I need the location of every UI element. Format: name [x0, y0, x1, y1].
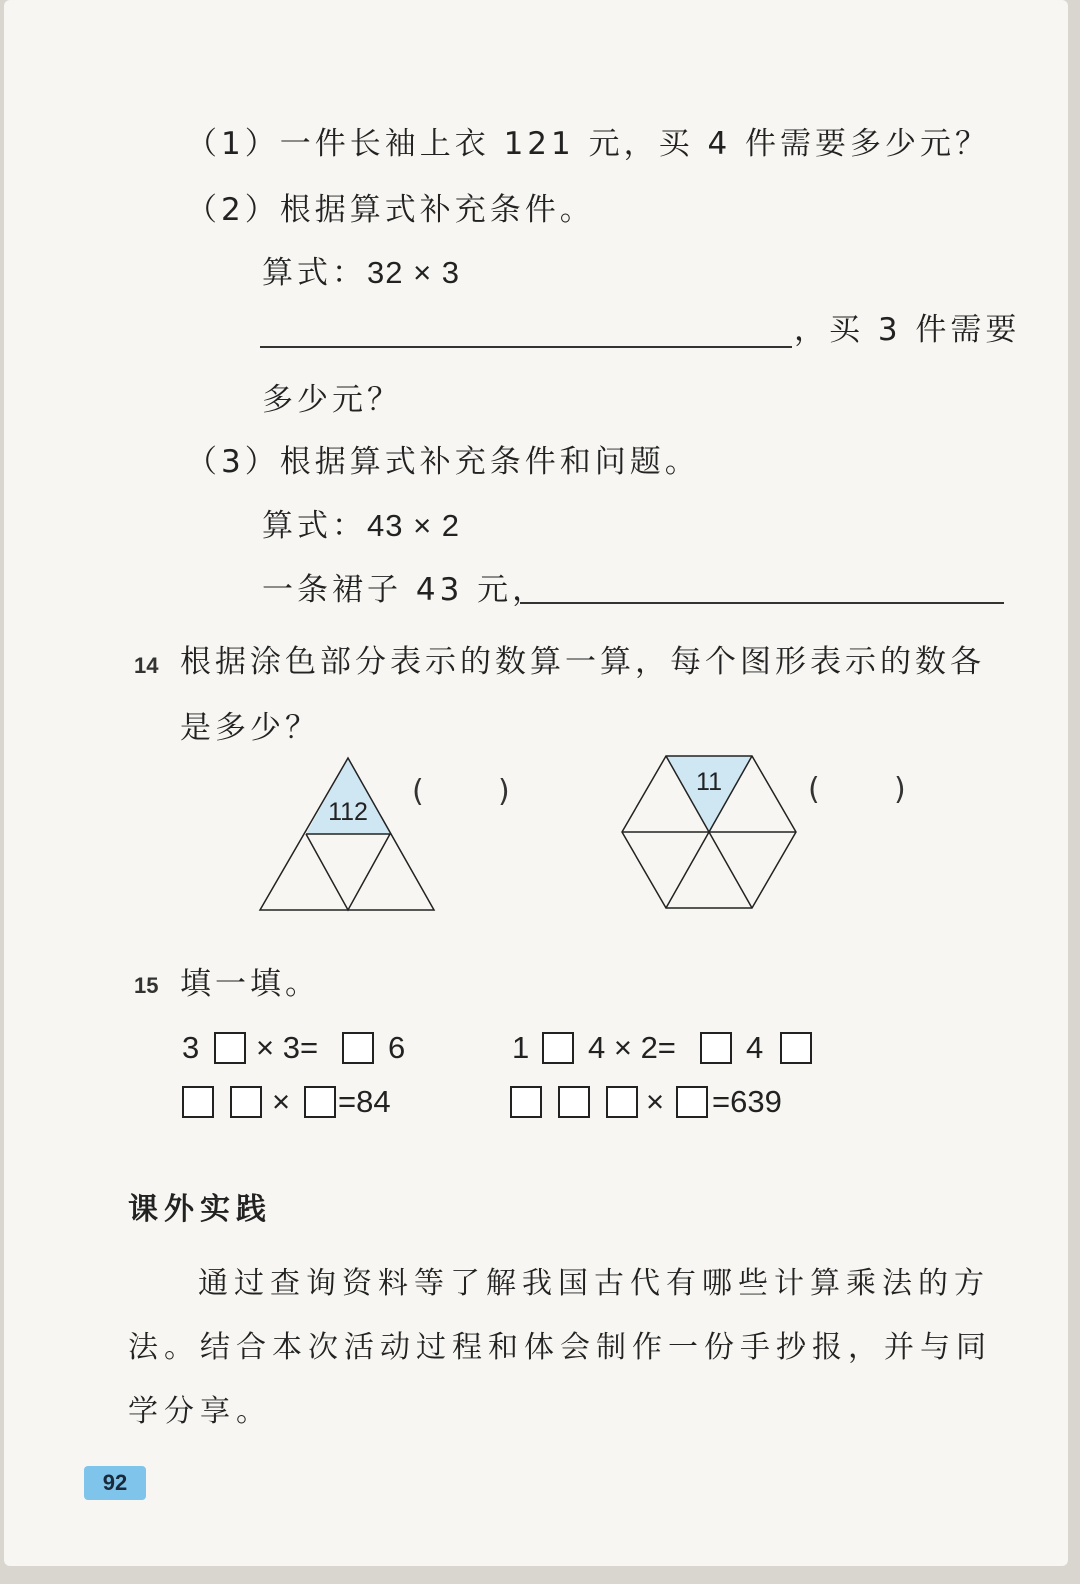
- eq2-result-digit: 4: [746, 1030, 764, 1065]
- q15-title: 填一填。: [180, 966, 320, 1002]
- answer-paren-open-2: (: [808, 772, 820, 807]
- formula-expression: 43 × 2: [367, 508, 461, 543]
- triangle-value: 112: [328, 798, 368, 826]
- q13-part2-text: 根据算式补充条件。: [279, 192, 595, 228]
- eq1-digit: 3: [182, 1030, 200, 1065]
- answer-blank-condition[interactable]: [260, 346, 792, 348]
- page-number-badge: 92: [84, 1466, 146, 1500]
- fill-box[interactable]: [510, 1086, 542, 1118]
- q13-part2: [186, 190, 595, 230]
- answer-slot-hexagon[interactable]: [818, 772, 890, 808]
- q14-text-line2: 是多少？: [180, 710, 320, 746]
- q13-part2-label: （2）: [186, 192, 280, 228]
- fill-box[interactable]: [676, 1086, 708, 1118]
- practice-paragraph-line3: 学分享。: [128, 1394, 272, 1429]
- fill-box[interactable]: [700, 1032, 732, 1064]
- q13-part3: [186, 442, 700, 482]
- answer-paren-close-1: ): [498, 774, 510, 809]
- triangle-inner-lines: [306, 834, 390, 910]
- answer-blank-question[interactable]: [520, 602, 1004, 604]
- q13-part3-label: （3）: [186, 444, 280, 480]
- eq3-operator: ×: [272, 1084, 291, 1119]
- q13-part3-formula: [262, 506, 460, 546]
- hexagon-figure: [616, 752, 802, 916]
- q13-part2-question: ，买 3 件需要: [794, 312, 1021, 348]
- q13-part1: [186, 124, 990, 164]
- answer-slot-triangle[interactable]: [422, 774, 494, 810]
- fill-box[interactable]: [606, 1086, 638, 1118]
- practice-paragraph-line2: 法。结合本次活动过程和体会制作一份手抄报，并与同: [128, 1330, 992, 1365]
- hexagon-value: 11: [696, 768, 722, 796]
- q13-part1-label: （1）: [186, 126, 280, 162]
- q13-part1-text: 一件长袖上衣 121 元，买 4 件需要多少元？: [279, 126, 991, 162]
- q13-part2-formula: [262, 253, 460, 293]
- eq1-operator: × 3=: [256, 1030, 319, 1065]
- fill-box[interactable]: [780, 1032, 812, 1064]
- fill-box[interactable]: [304, 1086, 336, 1118]
- q13-part2-question-cont: 多少元？: [262, 382, 402, 418]
- eq3-result: =84: [338, 1084, 391, 1119]
- formula-expression: 32 × 3: [367, 255, 461, 290]
- answer-paren-close-2: ): [894, 772, 906, 807]
- eq4-operator: ×: [646, 1084, 665, 1119]
- q14-text-line1: 根据涂色部分表示的数算一算，每个图形表示的数各: [180, 644, 985, 680]
- fill-box[interactable]: [230, 1086, 262, 1118]
- eq4-result: =639: [712, 1084, 782, 1119]
- fill-box[interactable]: [342, 1032, 374, 1064]
- eq2-digit: 1: [512, 1030, 530, 1065]
- q13-part3-text: 根据算式补充条件和问题。: [279, 444, 700, 480]
- eq1-result-digit: 6: [388, 1030, 406, 1065]
- question-number-15: 15: [134, 973, 159, 998]
- formula-label: 算式：: [262, 508, 367, 544]
- formula-label: 算式：: [262, 255, 367, 291]
- fill-box[interactable]: [214, 1032, 246, 1064]
- fill-box[interactable]: [182, 1086, 214, 1118]
- practice-paragraph-line1: 通过查询资料等了解我国古代有哪些计算乘法的方: [198, 1266, 990, 1301]
- textbook-page: [4, 0, 1068, 1566]
- q13-part3-prefix: 一条裙子 43 元，: [262, 572, 548, 608]
- question-number-14: 14: [134, 653, 159, 678]
- eq2-operator: 4 × 2=: [588, 1030, 676, 1065]
- answer-paren-open-1: (: [412, 774, 424, 809]
- fill-box[interactable]: [558, 1086, 590, 1118]
- practice-section-title: 课外实践: [128, 1192, 272, 1227]
- fill-box[interactable]: [542, 1032, 574, 1064]
